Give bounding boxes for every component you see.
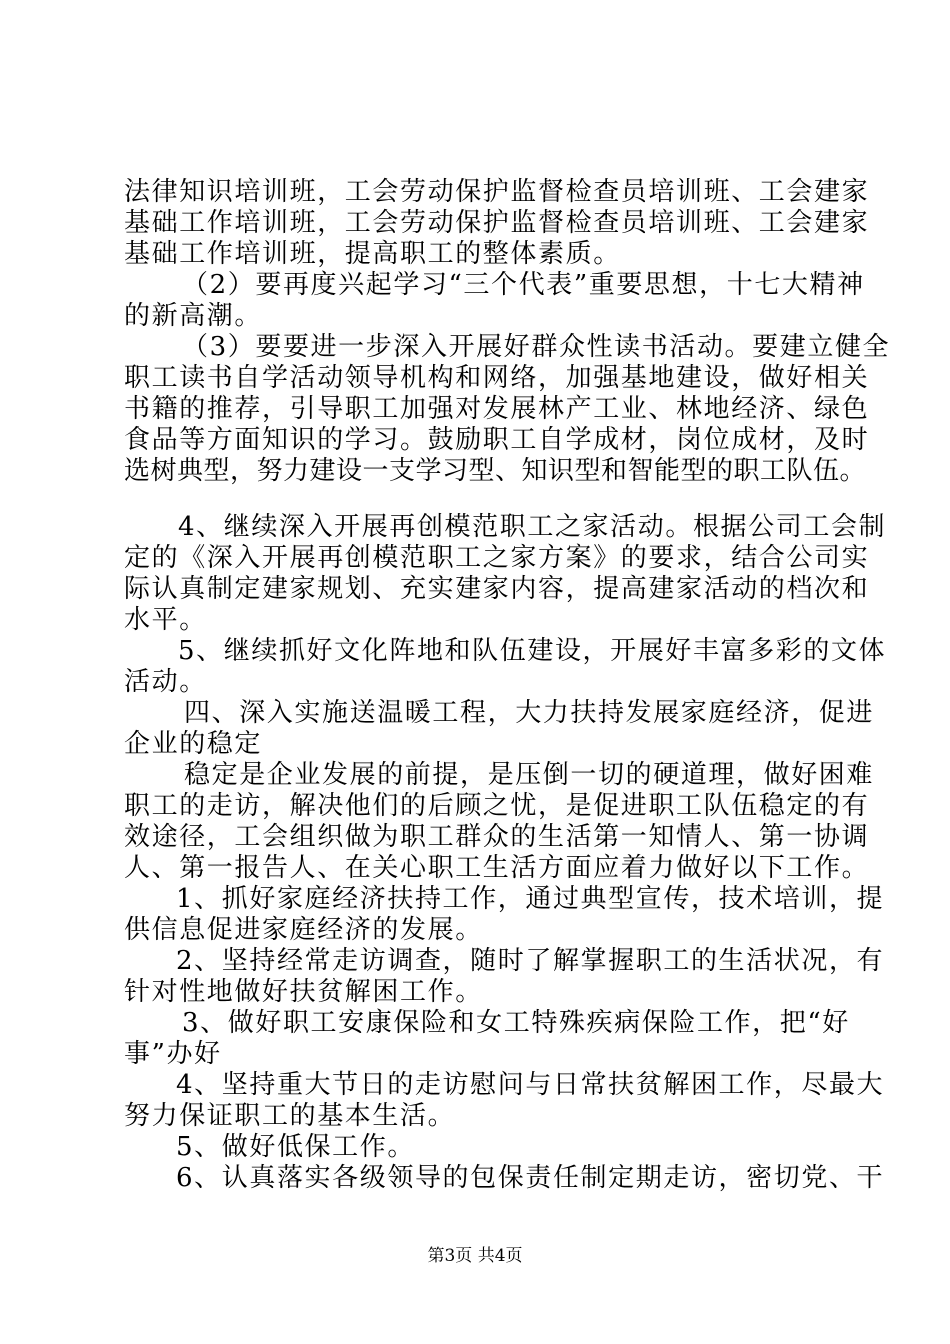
body-line-17: 四、深入实施送温暖工程，大力扶持发展家庭经济，促进 (184, 698, 875, 728)
body-line-24: 供信息促进家庭经济的发展。 (124, 915, 483, 945)
body-line-31: 5、做好低保工作。 (176, 1132, 415, 1162)
body-line-12: 定的《深入开展再创模范职工之家方案》的要求，结合公司实 (124, 543, 870, 573)
body-line-23: 1、抓好家庭经济扶持工作，通过典型宣传，技术培训，提 (176, 884, 885, 914)
body-line-2: 基础工作培训班，工会劳动保护监督检查员培训班、工会建家 (124, 208, 870, 238)
body-line-16: 活动。 (124, 667, 207, 697)
body-line-10: 选树典型，努力建设一支学习型、知识型和智能型的职工队伍。 (124, 456, 867, 486)
body-line-5: 的新高潮。 (124, 301, 263, 331)
body-line-25: 2、坚持经常走访调查，随时了解掌握职工的生活状况，有 (176, 946, 885, 976)
body-line-11: 4、继续深入开展再创模范职工之家活动。根据公司工会制 (178, 512, 887, 542)
body-line-19: 稳定是企业发展的前提，是压倒一切的硬道理，做好困难 (184, 760, 875, 790)
body-line-9: 食品等方面知识的学习。鼓励职工自学成材，岗位成材，及时 (124, 425, 870, 455)
body-line-8: 书籍的推荐，引导职工加强对发展林产工业、林地经济、绿色 (124, 394, 870, 424)
page-footer: 第3页 共4页 (427, 1246, 523, 1266)
body-line-3: 基础工作培训班，提高职工的整体素质。 (124, 239, 621, 269)
body-line-15: 5、继续抓好文化阵地和队伍建设，开展好丰富多彩的文体 (178, 636, 887, 666)
body-line-28: 事”办好 (124, 1039, 222, 1069)
body-line-27: 3、做好职工安康保险和女工特殊疾病保险工作，把“好 (182, 1008, 850, 1038)
body-line-29: 4、坚持重大节日的走访慰问与日常扶贫解困工作，尽最大 (176, 1070, 885, 1100)
body-line-7: 职工读书自学活动领导机构和网络，加强基地建设，做好相关 (124, 363, 870, 393)
body-line-32: 6、认真落实各级领导的包保责任制定期走访，密切党、干 (176, 1163, 885, 1193)
body-line-14: 水平。 (124, 605, 207, 635)
body-line-21: 效途径，工会组织做为职工群众的生活第一知情人、第一协调 (124, 822, 870, 852)
body-line-4: （2）要再度兴起学习“三个代表”重要思想，十七大精神 (182, 270, 865, 300)
body-line-30: 努力保证职工的基本生活。 (124, 1101, 456, 1131)
body-line-6: （3）要要进一步深入开展好群众性读书活动。要建立健全 (182, 332, 891, 362)
body-line-20: 职工的走访，解决他们的后顾之忧，是促进职工队伍稳定的有 (124, 791, 870, 821)
body-line-26: 针对性地做好扶贫解困工作。 (124, 977, 483, 1007)
body-line-22: 人、第一报告人、在关心职工生活方面应着力做好以下工作。 (124, 853, 870, 883)
body-line-13: 际认真制定建家规划、充实建家内容，提高建家活动的档次和 (124, 574, 870, 604)
body-line-18: 企业的稳定 (124, 729, 263, 759)
body-line-1: 法律知识培训班，工会劳动保护监督检查员培训班、工会建家 (124, 177, 870, 207)
